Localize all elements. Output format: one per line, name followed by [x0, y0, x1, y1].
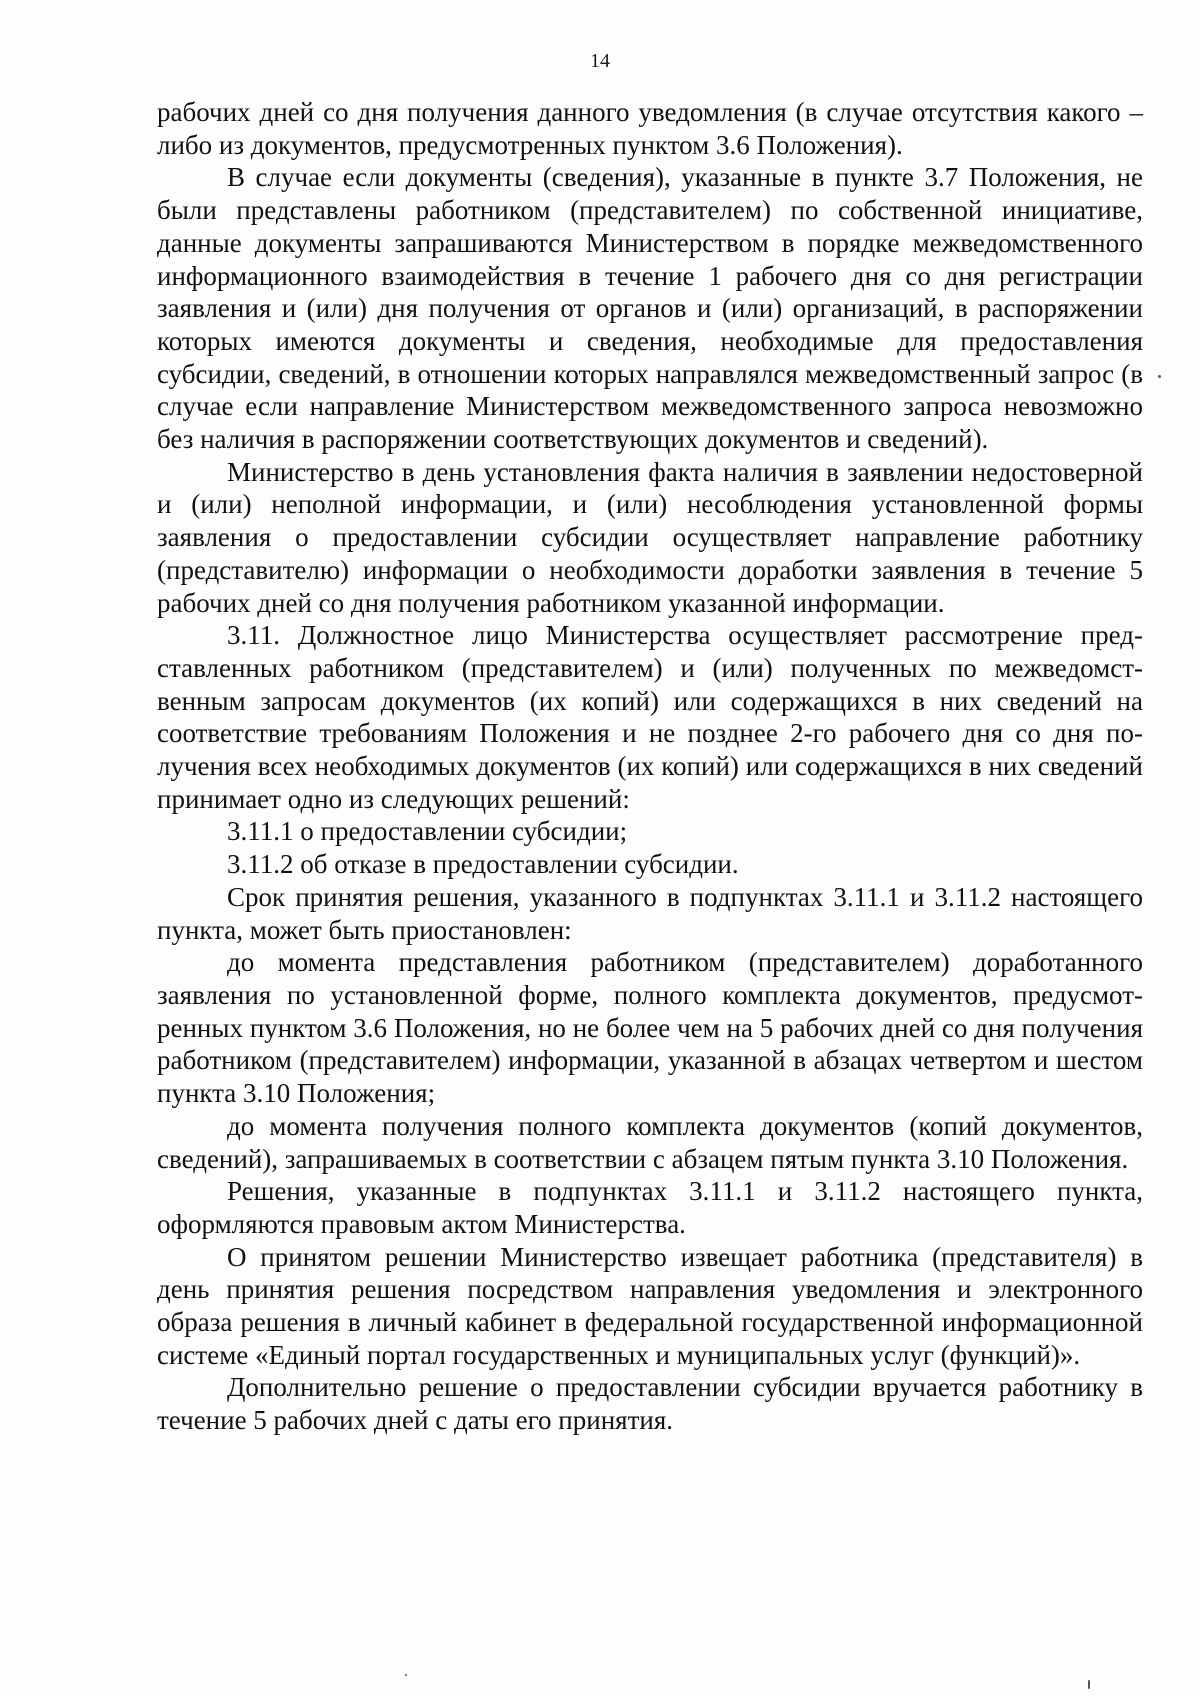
paragraph: до момента получения полного комплекта документов (копий документов, сведений), запрашиваемых в соответствии с абзацем пятым пункта 3.10 Положения. — [157, 1110, 1143, 1174]
paragraph: Срок принятия решения, указанного в подпунктах 3.11.1 и 3.11.2 настоящего пункта, может быть приостановлен: — [157, 881, 1143, 945]
paragraph-continuation: рабочих дней со дня получения данного уведомления (в случае отсутствия какого – либо из документов, предусмотренных пунктом 3.6 Положения). — [157, 97, 1143, 160]
paragraph: О принятом решении Министерство извещает работника (представителя) в день принятия решения посредством направления уведомления и электронного образа решения в личный кабинет в федеральной государственной информационной системе «Единый портал государственных и муниципальных услуг (функций)». — [157, 1241, 1143, 1370]
paragraph: Министерство в день установления факта наличия в заявлении недостоверной и (или) неполной информации, и (или) несоблюдения установленной формы заявления о предоставлении субсидии осуществляет направление работнику (представителю) информации о необходимости доработки заявления в течение 5 рабочих дней со дня получения работником указанной информации. — [157, 456, 1143, 618]
paragraph-subclause-3-11-1: 3.11.1 о предоставлении субсидии; — [227, 816, 628, 847]
paragraph: Решения, указанные в подпунктах 3.11.1 и 3.11.2 настоящего пункта, оформляются правовым актом Министерства. — [157, 1176, 1143, 1239]
scan-speck — [405, 1674, 407, 1676]
document-body — [157, 96, 1143, 1437]
scan-speck — [1088, 1680, 1090, 1689]
scan-speck — [1158, 375, 1161, 378]
paragraph-subclause-3-11-2: 3.11.2 об отказе в предоставлении субсидии. — [227, 849, 739, 880]
paragraph: В случае если документы (сведения), указанные в пункте 3.7 Положения, не были представлены работником (представителем) по собственной инициативе, данные документы запрашиваются Министерством в порядке межведомственного информационного взаимодействия в течение 1 рабочего дня со дня регистрации заявления и (или) дня получения от органов и (или) организаций, в распоряжении которых имеются документы и сведения, необходимые для предоставления субсидии, сведений, в отношении которых направлялся межведомственный запрос (в случае если направление Министерством межведомственного запроса невозможно без наличия в распоряжении соответствующих документов и сведений). — [157, 162, 1143, 455]
paragraph: Дополнительно решение о предоставлении субсидии вручается работнику в течение 5 рабочих дней с даты его принятия. — [157, 1372, 1143, 1436]
paragraph: до момента представления работником (представителем) доработанного заявления по установленной форме, полного комплекта документов, предусмотренных пунктом 3.6 Положения, но не более чем на 5 рабочих дней со дня получения работником (представителем) информации, указанной в абзацах четвертом и шестом пункта 3.10 Положения; — [157, 947, 1143, 1109]
page-number: 14 — [590, 50, 610, 72]
paragraph-clause-3-11: 3.11. Должностное лицо Министерства осуществляет рассмотрение представленных работником (представителем) и (или) полученных по межведомственным запросам документов (их копий) или содержащихся в них сведений на соответствие требованиям Положения и не позднее 2-го рабочего дня со дня получения всех необходимых документов (их копий) или содержащихся в них сведений принимает одно из следующих решений: — [157, 620, 1143, 814]
